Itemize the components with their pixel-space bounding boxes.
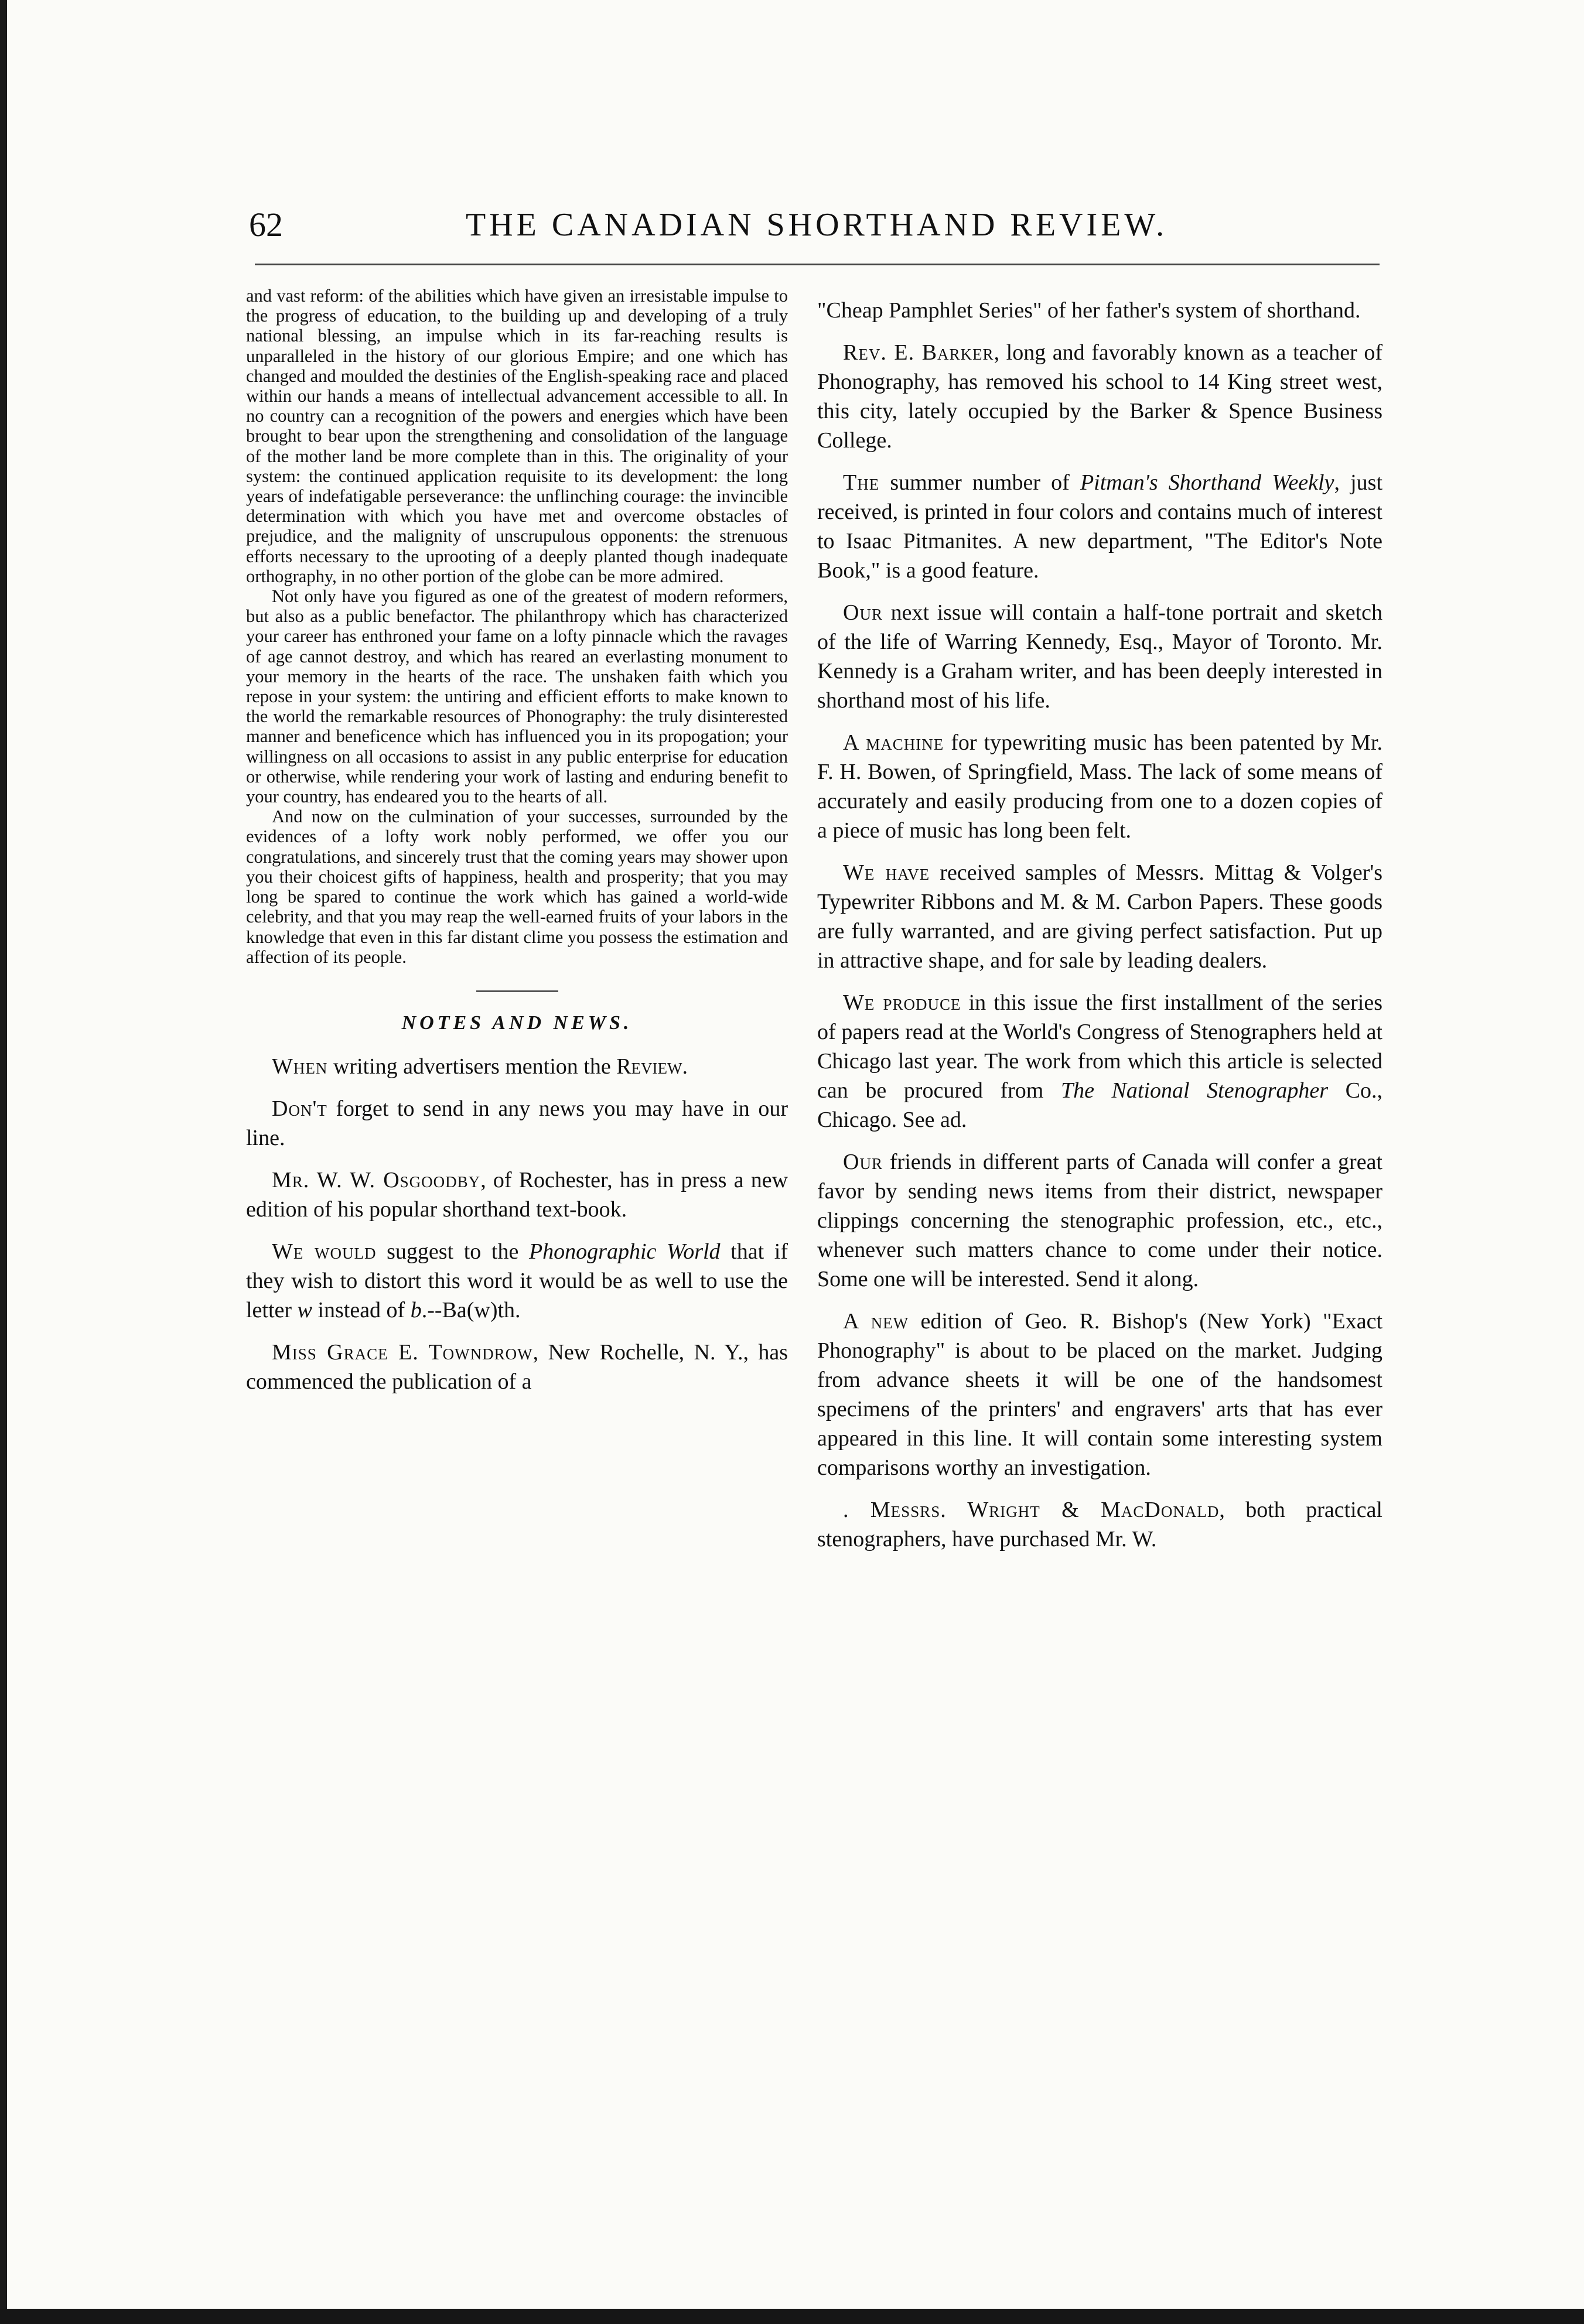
paragraph: and vast reform: of the abilities which have given an irresistable impulse to the progress of education, to the building up and developing of a truly national blessing, an impulse which in its far-reaching results is unparalleled in the history of our glorious Empire; and one which has changed and moulded the destinies of the English-speaking race and placed within our hands a means of intellectual advancement accessible to all. In no country can a recognition of the powers and energies which have been brought to bear upon the strengthening and consolidation of the language of the mother land be more complete than in this. The originality of your system: the continued application requisite to its development: the long years of indefatigable perseverance: the unflinching courage: the invincible determination with which you have met and overcome obstacles of prejudice, and the malignity of unscrupulous opponents: the strenuous efforts necessary to the uprooting of a deeply planted though inadequate orthography, in no other portion of the globe can be more admired. bbox=[246, 286, 788, 586]
news-item bbox=[817, 858, 1382, 975]
item-text: w bbox=[297, 1297, 312, 1322]
news-item bbox=[246, 1166, 788, 1224]
page-header bbox=[249, 205, 1380, 252]
item-text: .--Ba(w)th. bbox=[421, 1297, 521, 1322]
news-item: "Cheap Pamphlet Series" of her father's system of shorthand. bbox=[817, 298, 1361, 323]
item-text: summer number of bbox=[879, 470, 1080, 495]
item-text: friends in different parts of Canada will confer a great favor by sending news items from their district, newspaper clippings concerning the stenographic profession, etc., etc., whenever such matters chance to come under their notice. Some one will be interested. Send it along. bbox=[817, 1150, 1382, 1291]
news-item bbox=[817, 1147, 1382, 1294]
section-divider bbox=[476, 990, 558, 992]
news-item bbox=[246, 1094, 788, 1153]
item-text: next issue will contain a half-tone portrait and sketch of the life of Warring Kennedy, Esq., Mayor of Toronto. Mr. Kennedy is a Graham writer, and has been deeply interested in shorthand most of his life. bbox=[817, 600, 1382, 713]
address-text bbox=[246, 286, 788, 967]
lead-words: We would bbox=[272, 1239, 377, 1264]
news-item bbox=[817, 1495, 1382, 1554]
item-text: that if they wish to distort this word it would be as well to use the letter bbox=[246, 1239, 788, 1322]
item-text: received samples of Messrs. Mittag & Volger's Typewriter Ribbons and M. & M. Carbon Papers. These goods are fully warranted, and are giving perfect satisfaction. Put up in attractive shape, and for sale by leading dealers. bbox=[817, 860, 1382, 973]
news-item bbox=[246, 1338, 788, 1396]
paragraph: Not only have you figured as one of the greatest of modern reformers, but also as a public benefactor. The philanthropy which has characterized your career has enthroned your fame on a lofty pinnacle which the ravages of age cannot destroy, and which has reared an everlasting monument to your memory in the hearts of the race. The unshaken faith which you repose in your system: the untiring and efficient efforts to make known to the world the remarkable resources of Phonography: the truly disinterested manner and beneficence which has influenced you in its propogation; your willingness on all occasions to assist in any public enterprise for education or otherwise, while rendering your work of lasting and enduring benefit to your country, has endeared you to the hearts of all. bbox=[246, 586, 788, 807]
lead-words: Our bbox=[843, 1150, 883, 1174]
lead-words: A machine bbox=[843, 730, 944, 755]
item-text: instead of bbox=[312, 1297, 411, 1322]
running-title: THE CANADIAN SHORTHAND REVIEW. bbox=[466, 207, 1168, 243]
item-text: for typewriting music has been patented by Mr. F. H. Bowen, of Springfield, Mass. The lack of some means of accurately and easily producing from one to a dozen copies of a piece of music has long been felt. bbox=[817, 730, 1382, 843]
item-text: forget to send in any news you may have in our line. bbox=[246, 1096, 788, 1150]
item-text: Pitman's Shorthand Weekly bbox=[1080, 470, 1334, 495]
item-text: , New Rochelle, N. Y., has commenced the publication of a bbox=[246, 1339, 788, 1394]
item-text: , long and favorably known as a teacher of Phonography, has removed his school to 14 King street west, this city, lately occupied by the Barker & Spence Business College. bbox=[817, 340, 1382, 453]
header-rule bbox=[255, 264, 1380, 265]
item-text: edition of Geo. R. Bishop's (New York) "Exact Phonography" is about to be placed on the market. Judging from advance sheets it will be one of the handsomest specimens of the printers' and engravers' arts that has ever appeared in this line. It will contain some interesting system comparisons worthy an investigation. bbox=[817, 1309, 1382, 1480]
item-text: , both practical stenographers, have purchased Mr. W. bbox=[817, 1498, 1382, 1551]
news-item bbox=[817, 728, 1382, 845]
lead-words: Don't bbox=[272, 1096, 327, 1121]
lead-words: Our bbox=[843, 600, 883, 625]
left-column bbox=[246, 286, 788, 1409]
news-item bbox=[817, 1307, 1382, 1482]
scan-edge-bottom bbox=[0, 2309, 1584, 2324]
lead-words: A new bbox=[843, 1309, 909, 1334]
item-text: Phonographic World bbox=[528, 1239, 721, 1264]
lead-words: Mr. W. W. Osgoodby bbox=[272, 1167, 481, 1192]
item-text: in this issue the first installment of the series of papers read at the World's Congress of Stenographers held at Chicago last year. The work from which this article is selected can be procured from bbox=[817, 990, 1383, 1103]
news-item bbox=[246, 1237, 788, 1325]
lead-words: Miss Grace E. Towndrow bbox=[272, 1339, 533, 1365]
lead-words: We produce bbox=[843, 990, 961, 1015]
paragraph: And now on the culmination of your successes, surrounded by the evidences of a lofty work nobly performed, we offer you our congratulations, and sincerely trust that the coming years may shower upon you their choicest gifts of happiness, health and prosperity; that you may long be spared to continue the work which has gained a world-wide celebrity, and that you may reap the well-earned fruits of your labors in the knowledge that even in this far distant clime you possess the estimation and affection of its people. bbox=[246, 806, 788, 967]
news-item bbox=[817, 988, 1382, 1134]
section-heading: NOTES AND NEWS. bbox=[401, 1011, 633, 1034]
item-text: writing advertisers mention the bbox=[327, 1054, 617, 1079]
lead-words: . Messrs. Wright & MacDonald bbox=[843, 1498, 1220, 1522]
item-text: The National Stenographer bbox=[1060, 1078, 1329, 1103]
item-text: Co., Chicago. See ad. bbox=[817, 1078, 1382, 1132]
item-text: Review. bbox=[616, 1054, 688, 1079]
lead-words: Rev. E. Barker bbox=[843, 340, 994, 365]
scan-edge-left bbox=[0, 0, 7, 2324]
news-item bbox=[817, 468, 1382, 585]
lead-words: When bbox=[272, 1054, 328, 1079]
news-item bbox=[246, 1052, 788, 1081]
item-text: suggest to the bbox=[376, 1239, 529, 1264]
item-text: , just received, is printed in four colors and contains much of interest to Isaac Pitmanites. A new department, "The Editor's Note Book," is a good feature. bbox=[817, 470, 1383, 583]
right-column bbox=[817, 296, 1382, 1567]
news-item bbox=[817, 598, 1382, 715]
news-item bbox=[817, 338, 1382, 455]
lead-words: We have bbox=[843, 860, 930, 885]
lead-words: The bbox=[843, 470, 880, 495]
page-number: 62 bbox=[249, 206, 283, 244]
item-text: , of Rochester, has in press a new edition of his popular shorthand text-book. bbox=[246, 1167, 788, 1222]
item-text: b bbox=[410, 1297, 422, 1322]
